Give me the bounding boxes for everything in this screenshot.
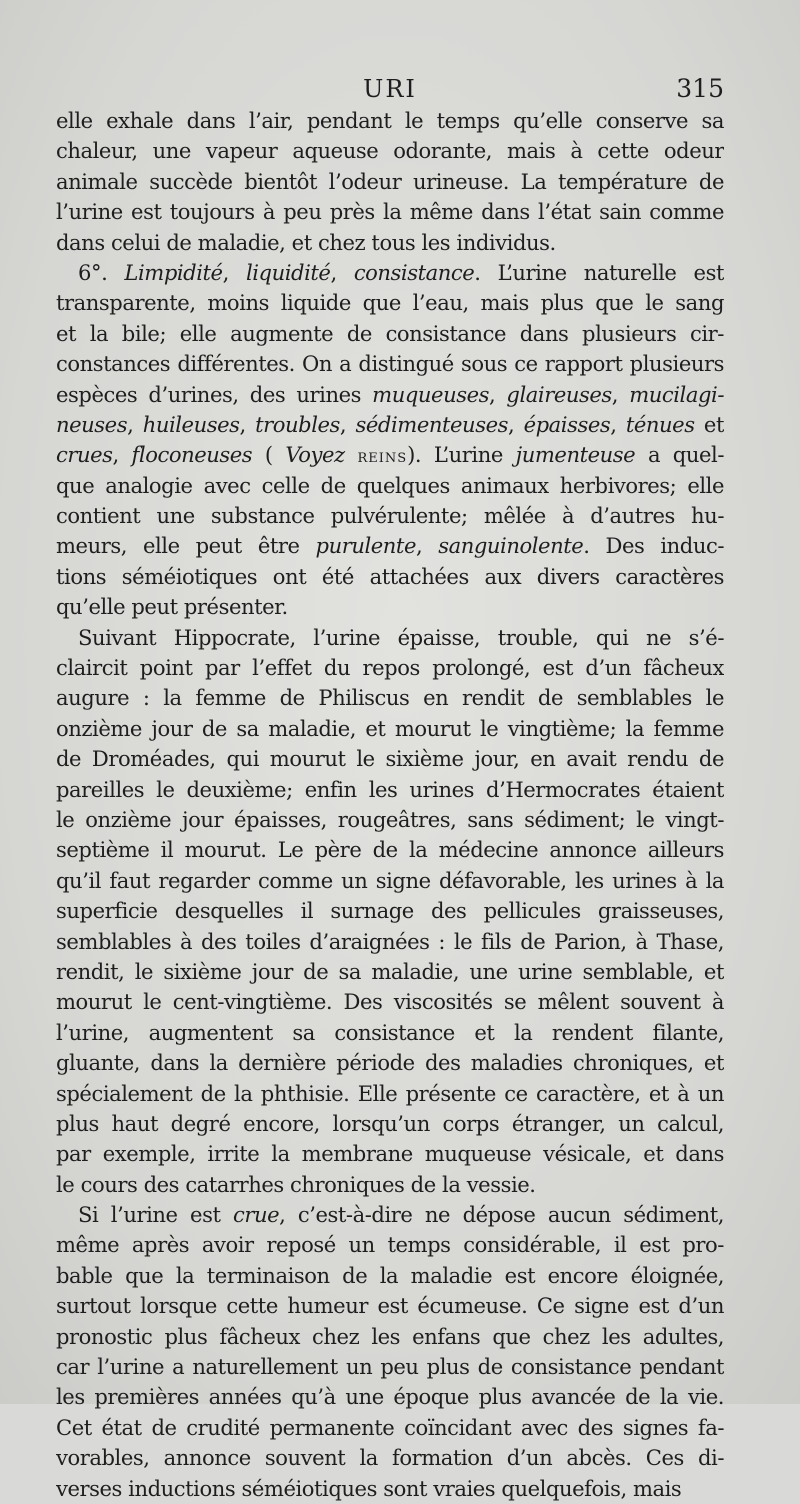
text-run: et la bile; elle augmente de consistance dans plusieurs cir- bbox=[56, 320, 724, 346]
text-run: constances différentes. On a distingué sous ce rapport plusieurs bbox=[56, 351, 724, 377]
text-line bbox=[56, 592, 724, 622]
text-line bbox=[56, 197, 724, 227]
text-line bbox=[56, 683, 724, 713]
italic-term: épaisses bbox=[523, 411, 611, 437]
text-line bbox=[56, 167, 724, 197]
text-line bbox=[56, 288, 724, 318]
text-run: et bbox=[694, 411, 724, 437]
text-line bbox=[56, 744, 724, 774]
text-run: , bbox=[330, 259, 354, 285]
text-line bbox=[56, 1079, 724, 1109]
text-line bbox=[56, 1382, 724, 1412]
italic-term: floconeuses bbox=[131, 442, 253, 468]
text-run: , bbox=[611, 381, 630, 407]
text-run: , bbox=[239, 411, 256, 437]
text-run: de Droméades, qui mourut le sixième jour, en avait rendu de bbox=[56, 746, 724, 772]
text-run: l’urine, augmentent sa consistance et la rendent filante, bbox=[56, 1019, 724, 1045]
text-run: qu’il faut regarder comme un signe défavorable, les urines à la bbox=[56, 867, 724, 893]
text-line bbox=[56, 531, 724, 561]
text-run: . Des induc- bbox=[583, 533, 724, 559]
text-run: 6°. bbox=[78, 259, 125, 285]
text-run: meurs, elle peut être bbox=[56, 533, 316, 559]
text-run: surtout lorsque cette humeur est écumeuse. Ce signe est d’un bbox=[56, 1293, 724, 1319]
text-run: a quel- bbox=[635, 442, 724, 468]
text-line bbox=[56, 1139, 724, 1169]
italic-term: muqueuses bbox=[372, 381, 489, 407]
italic-term: huileuses bbox=[142, 411, 240, 437]
italic-term: consistance bbox=[353, 259, 475, 285]
text-line bbox=[56, 927, 724, 957]
text-run: le onzième jour épaisses, rougeâtres, sans sédiment; le vingt- bbox=[56, 806, 724, 832]
text-run: animale succède bientôt l’odeur urineuse. La température de bbox=[56, 168, 724, 194]
italic-term: neuses bbox=[56, 411, 128, 437]
page-header bbox=[56, 72, 724, 106]
text-run: , bbox=[222, 259, 246, 285]
italic-term: sanguinolente bbox=[438, 533, 584, 559]
text-run: claircit point par l’effet du repos prolongé, est d’un fâcheux bbox=[56, 655, 724, 681]
text-line bbox=[56, 1413, 724, 1443]
text-run: , bbox=[416, 533, 439, 559]
text-line bbox=[56, 957, 724, 987]
text-run: pronostic plus fâcheux chez les enfans que chez les adultes, bbox=[56, 1323, 724, 1349]
text-run: onzième jour de sa maladie, et mourut le vingtième; la femme bbox=[56, 715, 724, 741]
text-run: semblables à des toiles d’araignées : le fils de Parion, à Thase, bbox=[56, 928, 724, 954]
text-run bbox=[345, 442, 358, 467]
text-line bbox=[56, 896, 724, 926]
text-run: pareilles le deuxième; enfin les urines d’Hermocrates étaient bbox=[56, 776, 724, 802]
text-run: gluante, dans la dernière période des maladies chroniques, et bbox=[56, 1050, 724, 1076]
page-number: 315 bbox=[676, 74, 724, 103]
italic-term: Voyez bbox=[285, 442, 345, 468]
text-run: septième il mourut. Le père de la médecine annonce ailleurs bbox=[56, 837, 724, 863]
text-line bbox=[56, 866, 724, 896]
italic-term: glaireuses bbox=[506, 381, 612, 407]
text-run: qu’elle peut présenter. bbox=[56, 594, 288, 620]
small-caps-term: reins bbox=[357, 445, 408, 468]
text-line bbox=[56, 714, 724, 744]
text-run: même après avoir reposé un temps considérable, il est pro- bbox=[56, 1232, 724, 1258]
text-run: les premières années qu’à une époque plus avancée de la vie. bbox=[56, 1384, 724, 1410]
text-line bbox=[56, 835, 724, 865]
italic-term: sédimenteuses bbox=[355, 411, 508, 437]
text-line bbox=[56, 136, 724, 166]
text-line bbox=[56, 1352, 724, 1382]
text-line bbox=[56, 1291, 724, 1321]
text-run: tions séméiotiques ont été attachées aux divers caractères bbox=[56, 563, 724, 589]
text-run: rendit, le sixième jour de sa maladie, une urine semblable, et bbox=[56, 958, 724, 984]
text-line bbox=[56, 228, 724, 258]
italic-term: crue bbox=[232, 1202, 280, 1228]
text-line bbox=[56, 653, 724, 683]
text-run: , bbox=[112, 442, 132, 468]
text-line bbox=[56, 501, 724, 531]
text-line bbox=[56, 805, 724, 835]
text-line bbox=[56, 1170, 724, 1200]
text-run: espèces d’urines, des urines bbox=[56, 381, 373, 407]
text-line bbox=[56, 106, 724, 136]
text-run: par exemple, irrite la membrane muqueuse vésicale, et dans bbox=[56, 1141, 724, 1167]
text-line bbox=[56, 1322, 724, 1352]
text-run: . L’urine naturelle est bbox=[474, 259, 724, 285]
text-run: elle exhale dans l’air, pendant le temps qu’elle conserve sa bbox=[56, 108, 724, 133]
text-run: Cet état de crudité permanente coïncidant avec des signes fa- bbox=[56, 1414, 724, 1440]
text-line bbox=[56, 1048, 724, 1078]
italic-term: jumenteuse bbox=[515, 442, 636, 468]
text-run: , bbox=[610, 411, 626, 437]
italic-term: mucilagi- bbox=[629, 381, 724, 407]
text-line bbox=[56, 1109, 724, 1139]
text-line bbox=[56, 1230, 724, 1260]
text-run: Si l’urine est bbox=[78, 1202, 233, 1228]
italic-term: Limpidité bbox=[124, 259, 223, 285]
text-run: , c’est-à-dire ne dépose aucun sédiment, bbox=[279, 1202, 724, 1228]
text-run: contient une substance pulvérulente; mêlée à d’autres hu- bbox=[56, 503, 724, 529]
text-line bbox=[56, 258, 724, 288]
text-run: , bbox=[339, 411, 356, 437]
text-run: spécialement de la phthisie. Elle présente ce caractère, et à un bbox=[56, 1080, 724, 1106]
text-run: transparente, moins liquide que l’eau, mais plus que le sang bbox=[56, 290, 724, 316]
text-run: vorables, annonce souvent la formation d’un abcès. Ces di- bbox=[56, 1445, 724, 1471]
text-line bbox=[56, 987, 724, 1017]
text-run: que analogie avec celle de quelques animaux herbivores; elle bbox=[56, 472, 724, 498]
italic-term: crues bbox=[56, 442, 113, 468]
text-line bbox=[56, 775, 724, 805]
text-line bbox=[56, 562, 724, 592]
body-text bbox=[56, 106, 724, 1504]
text-run: ). L’urine bbox=[407, 442, 516, 468]
running-title: URI bbox=[363, 75, 417, 103]
text-run: augure : la femme de Philiscus en rendit de semblables le bbox=[56, 685, 724, 711]
text-run: plus haut degré encore, lorsqu’un corps étranger, un calcul, bbox=[56, 1110, 724, 1136]
text-run: dans celui de maladie, et chez tous les individus. bbox=[56, 229, 556, 255]
italic-term: troubles bbox=[255, 411, 340, 437]
text-line bbox=[56, 319, 724, 349]
text-run: chaleur, une vapeur aqueuse odorante, mais à cette odeur bbox=[56, 138, 724, 164]
text-run: , bbox=[127, 411, 143, 437]
text-run: l’urine est toujours à peu près la même dans l’état sain comme bbox=[56, 199, 724, 225]
text-line bbox=[56, 1018, 724, 1048]
italic-term: liquidité bbox=[245, 259, 331, 285]
italic-term: purulente bbox=[315, 533, 416, 559]
text-run: verses inductions séméiotiques sont vraies quelquefois, mais bbox=[56, 1475, 682, 1501]
text-line bbox=[56, 1200, 724, 1230]
text-line bbox=[56, 440, 724, 470]
italic-term: ténues bbox=[625, 411, 695, 437]
text-run: le cours des catarrhes chroniques de la vessie. bbox=[56, 1171, 536, 1197]
text-line bbox=[56, 380, 724, 410]
text-run: bable que la terminaison de la maladie est encore éloignée, bbox=[56, 1262, 724, 1288]
text-line bbox=[56, 471, 724, 501]
text-run: ( bbox=[252, 442, 286, 468]
text-line bbox=[56, 349, 724, 379]
text-line bbox=[56, 1261, 724, 1291]
text-run: , bbox=[507, 411, 524, 437]
text-line bbox=[56, 1443, 724, 1473]
text-line bbox=[56, 623, 724, 653]
text-run: car l’urine a naturellement un peu plus de consistance pendant bbox=[56, 1354, 724, 1380]
text-run: , bbox=[489, 381, 507, 407]
text-line bbox=[56, 410, 724, 440]
text-run: Suivant Hippocrate, l’urine épaisse, trouble, qui ne s’é- bbox=[78, 624, 724, 650]
text-run: superficie desquelles il surnage des pellicules graisseuses, bbox=[56, 898, 724, 924]
text-run: mourut le cent-vingtième. Des viscosités se mêlent souvent à bbox=[56, 989, 724, 1015]
text-line bbox=[56, 1474, 724, 1504]
